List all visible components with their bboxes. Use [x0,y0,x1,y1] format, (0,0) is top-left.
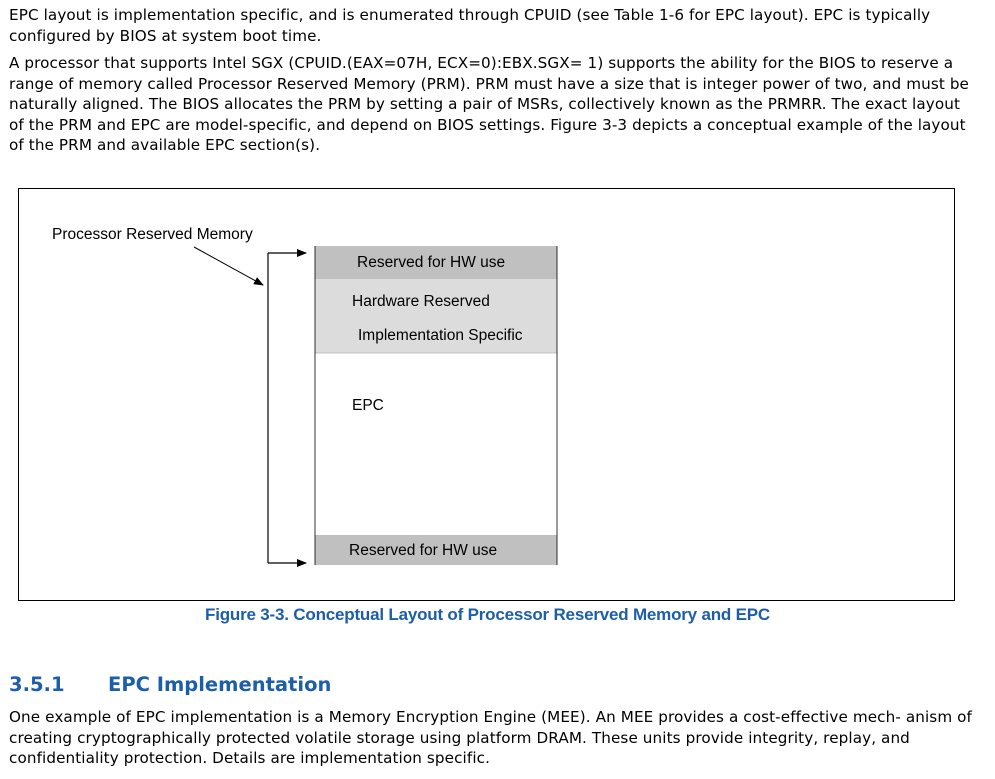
epc-label: EPC [352,397,384,414]
implementation-specific-label: Implementation Specific [358,327,523,344]
hardware-reserved-label: Hardware Reserved [352,293,490,310]
prm-pointer-arrow [194,247,263,285]
reserved-bottom-label: Reserved for HW use [349,542,498,559]
prm-label: Processor Reserved Memory [52,226,253,243]
section-title: EPC Implementation [108,673,332,696]
prm-paragraph: A processor that supports Intel SGX (CPUID.(EAX=07H, ECX=0):EBX.SGX= 1) supports the ability for the BIOS to reserve a range of memory called Processor Reserved Memory (PRM). PRM must have a size that is integer power of two, and must be naturally aligned. The BIOS allocates the PRM by setting a pair of MSRs, collectively known as the PRMRR. The exact layout of the PRM and EPC are model-specific, and depend on BIOS settings. Figure 3-3 depicts a conceptual example of the layout of the PRM and available EPC section(s). [9,54,970,154]
intro-paragraph: EPC layout is implementation specific, and is enumerated through CPUID (see Table 1-6 for EPC layout). EPC is typically configured by BIOS at system boot time. [9,6,931,45]
epc-block [315,353,557,535]
figure-frame [18,188,955,601]
epc-implementation-paragraph: One example of EPC implementation is a Memory Encryption Engine (MEE). An MEE provides a cost-effective mech- anism of creating cryptographically protected volatile storage using platform DRAM. These units provide integrity, replay, and confidentiality protection. Details are implementation specific. [9,708,972,767]
section-number: 3.5.1 [9,673,65,696]
reserved-top-label: Reserved for HW use [357,254,506,271]
figure-caption: Figure 3-3. Conceptual Layout of Processor Reserved Memory and EPC [205,605,770,624]
prm-layout-diagram [19,189,954,600]
